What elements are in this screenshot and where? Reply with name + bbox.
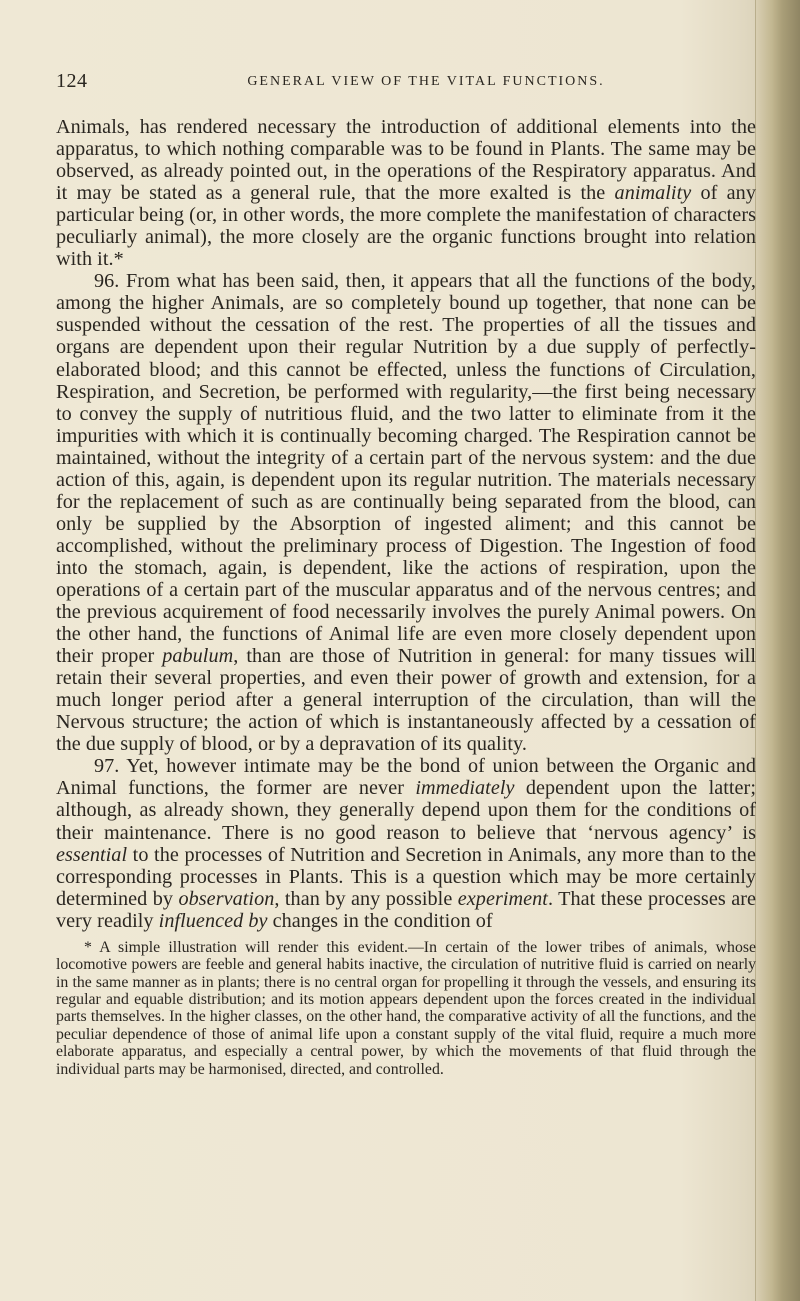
text-run: . That these processes are very readily <box>56 887 756 932</box>
page-header <box>56 70 756 102</box>
text-run: changes in the condition of <box>267 909 493 932</box>
page-body <box>56 116 756 1094</box>
italic-term: experiment <box>457 887 548 910</box>
text-run: Animals, has rendered necessary the introduction of additional elements into the apparatus, to which nothing comparable was to be found in Plants. The same may be observed, as already pointed out, in the operations of the Respiratory apparatus. And it may be stated as a general rule, that the more exalted is the <box>56 116 756 205</box>
paragraph-97 <box>56 755 756 931</box>
italic-term: influenced by <box>158 909 268 932</box>
text-run: 97. Yet, however intimate may be the bond of union between the Organic and Animal functions, the former are never <box>56 755 756 800</box>
italic-term: essential <box>56 843 128 866</box>
text-run: , than are those of Nutrition in general: for many tissues will retain their several properties, and even their power of growth and extension, for a much longer period after a general interruption of the circulation, than will the Nervous structure; the action of which is instantaneously affected by a cessation of the due supply of blood, or by a depravation of its quality. <box>56 645 756 756</box>
page-number: 124 <box>56 70 88 92</box>
italic-term: observation <box>178 887 275 910</box>
running-head: GENERAL VIEW OF THE VITAL FUNCTIONS. <box>247 74 605 89</box>
text-run: 96. From what has been said, then, it appears that all the functions of the body, among the higher Animals, are so completely bound up together, that none can be suspended without the cessation of the rest. The properties of all the tissues and organs are dependent upon their regular Nutrition by a due supply of perfectly-elaborated blood; and this cannot be effected, unless the functions of Circulation, Respiration, and Secretion, be performed with regularity,—the first being necessary to convey the supply of nutritious fluid, and the two latter to eliminate from it the impurities with which it is continually becoming charged. The Respiration cannot be maintained, without the integrity of a certain part of the nervous system: and the due action of this, again, is dependent upon its regular nutrition. The materials necessary for the replacement of such as are continually being separated from the blood, can only be supplied by the Absorption of ingested aliment; and this cannot be accomplished, without the preliminary process of Digestion. The Ingestion of food into the stomach, again, is dependent, like the actions of respiration, upon the operations of a certain part of the muscular apparatus and of the nervous centres; and the previous acquirement of food necessarily involves the purely Animal powers. On the other hand, the functions of Animal life are even more closely dependent upon their proper <box>56 270 756 668</box>
paragraph-continued <box>56 116 756 270</box>
footnote: * A simple illustration will render this evident.—In certain of the lower tribes of animals, whose locomotive powers are feeble and general habits inactive, the circulation of nutritive fluid is carried on nearly in the same manner as in plants; there is no central organ for propelling it through the vessels, and ensuring its regular and equable distribution; and its motion appears dependent upon the forces created in the individual parts themselves. In the higher classes, on the other hand, the comparative activity of all the functions, and the peculiar dependence of those of animal life upon a constant supply of the vital fluid, require a much more elaborate apparatus, and especially a central power, by which the movements of that fluid through the individual parts may be harmonised, directed, and controlled. <box>56 938 756 1078</box>
italic-term: animality <box>614 182 692 205</box>
italic-term: immediately <box>415 777 515 800</box>
text-run: of any particular being (or, in other words, the more complete the manifestation of characters peculiarly animal), the more closely are the organic functions brought into relation with it.* <box>56 182 756 271</box>
text-run: , than by any possible <box>274 887 458 910</box>
text-run: dependent upon the latter; although, as already shown, they generally depend upon them for the conditions of their maintenance. There is no good reason to believe that ‘nervous agency’ is <box>56 777 756 844</box>
italic-term: pabulum <box>162 645 234 668</box>
book-spine-edge <box>755 0 800 1301</box>
text-run: to the processes of Nutrition and Secretion in Animals, any more than to the corresponding processes in Plants. This is a question which may be more certainly determined by <box>56 843 756 910</box>
paragraph-96 <box>56 270 756 755</box>
